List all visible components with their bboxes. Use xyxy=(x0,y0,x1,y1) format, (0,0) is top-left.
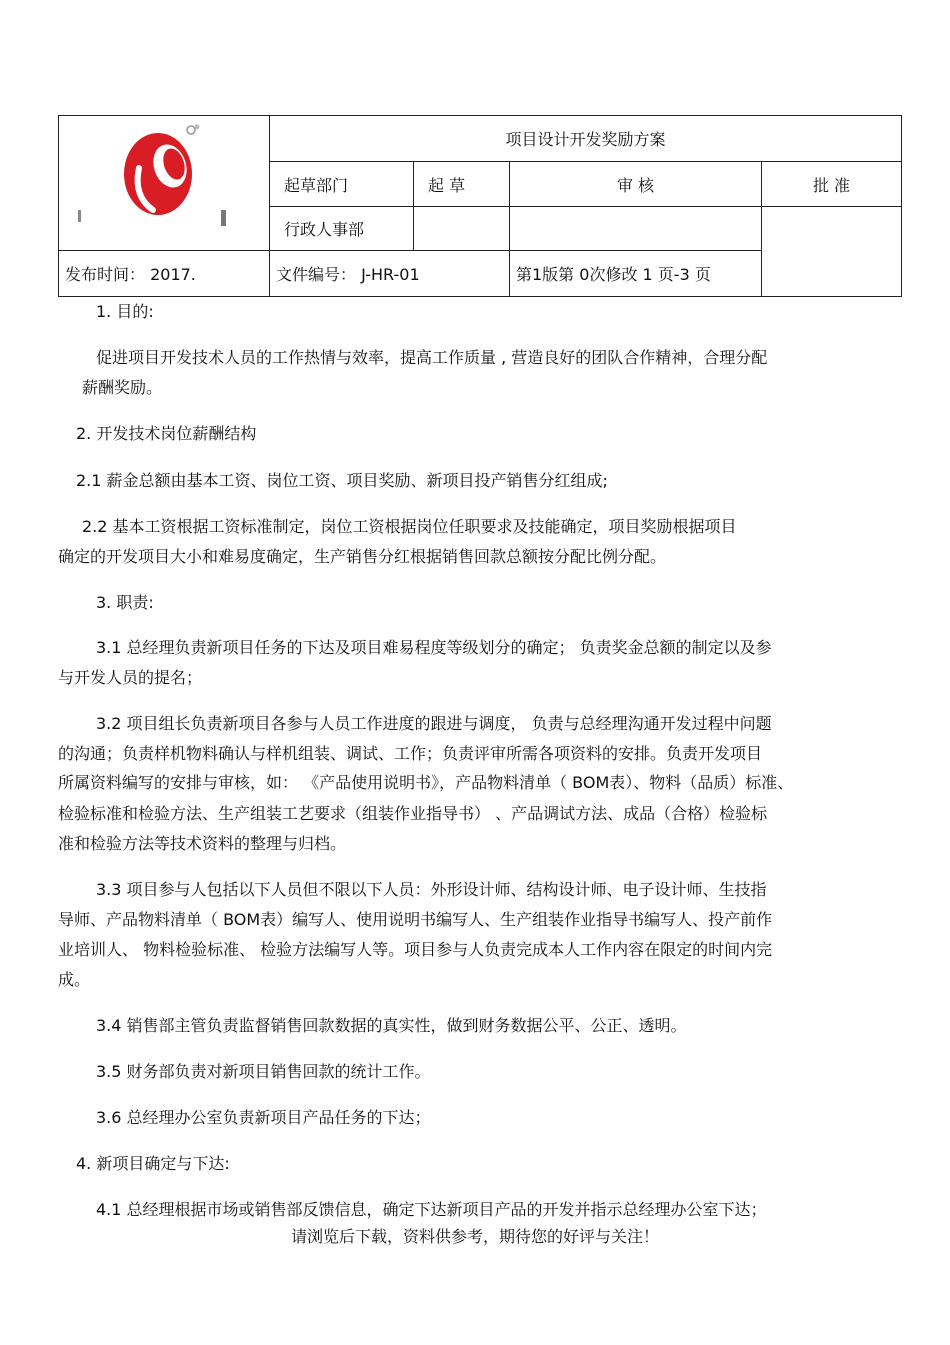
text-line: 促进项目开发技术人员的工作热情与效率，提高工作质量 , 营造良好的团队合作精神，合理分配 xyxy=(96,348,768,367)
text-line: 3.1 总经理负责新项目任务的下达及项目难易程度等级划分的确定； 负责奖金总额的制定以及参 xyxy=(96,638,772,657)
text-line: 业培训人、 物料检验标准、 检验方法编写人等。项目参与人负责完成本人工作内容在限定的时间内完 xyxy=(58,940,773,959)
document-title: 项目设计开发奖励方案 xyxy=(270,116,902,162)
text-line: 3.5 财务部负责对新项目销售回款的统计工作。 xyxy=(96,1062,431,1081)
publish-time: 发布时间： 2017. xyxy=(59,251,270,297)
text-line: 薪酬奖励。 xyxy=(82,378,163,397)
drafting-department-value: 行政人事部 xyxy=(270,207,414,251)
company-logo xyxy=(75,124,231,228)
company-logo-cell xyxy=(59,116,270,251)
company-logo-icon xyxy=(75,124,231,228)
text-line: 3.3 项目参与人包括以下人员但不限以下人员：外形设计师、结构设计师、电子设计师、生技指 xyxy=(96,880,767,899)
heading-purpose: 1. 目的: xyxy=(96,302,154,321)
col-drafting-department: 起草部门 xyxy=(270,162,414,207)
text-line: 3.2 项目组长负责新项目各参与人员工作进度的跟进与调度， 负责与总经理沟通开发过程中问题 xyxy=(96,714,772,733)
col-draft: 起 草 xyxy=(414,162,510,207)
draft-value-cell xyxy=(414,207,510,251)
text-line: 的沟通；负责样机物料确认与样机组装、调试、工作；负责评审所需各项资料的安排。负责开发项目 xyxy=(58,744,763,763)
heading-new-project: 4. 新项目确定与下达: xyxy=(76,1154,230,1173)
text-line: 准和检验方法等技术资料的整理与归档。 xyxy=(58,834,347,853)
text-line: 确定的开发项目大小和难易度确定，生产销售分红根据销售回款总额按分配比例分配。 xyxy=(58,547,667,566)
text-line: 3.6 总经理办公室负责新项目产品任务的下达； xyxy=(96,1108,431,1127)
review-value-cell xyxy=(510,207,762,251)
text-line: 与开发人员的提名； xyxy=(58,668,203,687)
text-line: 3.4 销售部主管负责监督销售回款数据的真实性，做到财务数据公平、公正、透明。 xyxy=(96,1016,687,1035)
document-header-table xyxy=(58,115,902,297)
text-line: 4.1 总经理根据市场或销售部反馈信息，确定下达新项目产品的开发并指示总经理办公室下达； xyxy=(96,1200,767,1219)
heading-duties: 3. 职责: xyxy=(96,593,154,612)
text-line: 2.2 基本工资根据工资标准制定，岗位工资根据岗位任职要求及技能确定，项目奖励根据项目 xyxy=(82,517,737,536)
file-number: 文件编号： J-HR-01 xyxy=(270,251,510,297)
version-info: 第1版第 0次修改 1 页-3 页 xyxy=(510,251,762,297)
text-line: 成。 xyxy=(58,970,91,989)
text-line: 2.1 薪金总额由基本工资、岗位工资、项目奖励、新项目投产销售分红组成; xyxy=(76,471,608,490)
text-line: 所属资料编写的安排与审核，如： 《产品使用说明书》，产品物料清单（ BOM表）、物料（品质）标准、 xyxy=(58,773,794,792)
col-review: 审 核 xyxy=(510,162,762,207)
col-approve: 批 准 xyxy=(762,162,902,207)
text-line: 导师、产品物料清单（ BOM表）编写人、使用说明书编写人、生产组装作业指导书编写人、投产前作 xyxy=(58,910,773,929)
text-line: 检验标准和检验方法、生产组装工艺要求（组装作业指导书） 、产品调试方法、成品（合格）检验标 xyxy=(58,804,768,823)
heading-salary-structure: 2. 开发技术岗位薪酬结构 xyxy=(76,424,257,443)
approve-value-cell xyxy=(762,207,902,297)
footer-note: 请浏览后下载，资料供参考，期待您的好评与关注！ xyxy=(290,1227,659,1246)
